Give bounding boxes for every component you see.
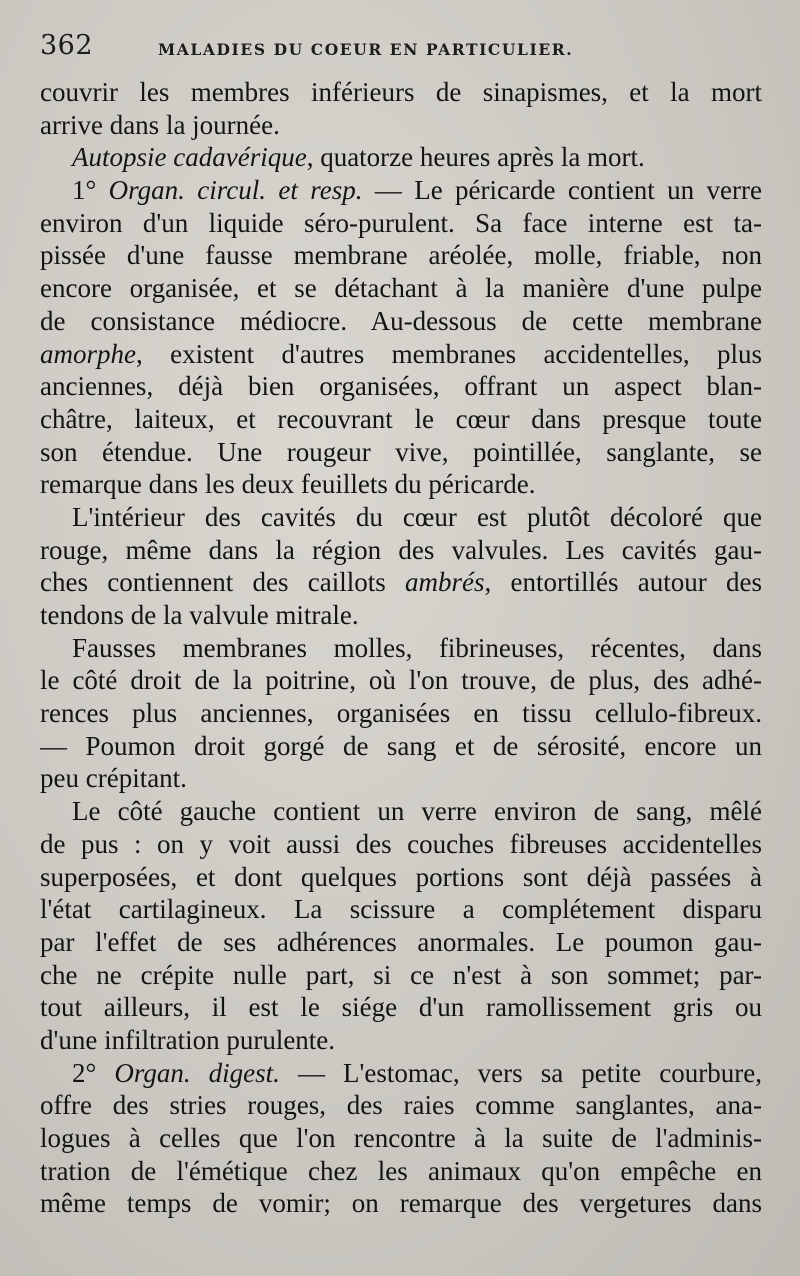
running-head: MALADIES DU COEUR EN PARTICULIER. xyxy=(158,40,574,59)
text-line xyxy=(40,632,762,665)
text-segment: , entortillés autour des xyxy=(484,567,762,598)
text-segment: peu crépitant. xyxy=(40,763,187,794)
text-line xyxy=(40,599,762,632)
text-line xyxy=(40,893,762,926)
text-line xyxy=(40,436,762,469)
text-line xyxy=(40,762,762,795)
text-line xyxy=(40,1155,762,1188)
text-line xyxy=(40,959,762,992)
text-line xyxy=(40,272,762,305)
text-segment: — Le péricarde contient un verre xyxy=(362,175,762,206)
text-segment: le côté droit de la poitrine, où l'on trouve, de plus, des adhé- xyxy=(40,665,762,696)
text-line xyxy=(40,566,762,599)
text-segment: — L'estomac, vers sa petite courbure, xyxy=(279,1057,762,1088)
text-segment: encore organisée, et se détachant à la manière d'une pulpe xyxy=(40,273,762,304)
text-segment: son étendue. Une rougeur vive, pointillée, sanglante, se xyxy=(40,436,762,467)
italic-text: amorphe xyxy=(40,338,136,369)
text-segment: remarque dans les deux feuillets du péricarde. xyxy=(40,469,536,500)
text-line xyxy=(40,141,762,174)
text-segment: ches contiennent des caillots xyxy=(40,567,405,598)
text-line xyxy=(40,207,762,240)
text-line xyxy=(40,468,762,501)
text-line xyxy=(40,76,762,109)
italic-text: Organ. circul. et resp. xyxy=(108,175,363,206)
text-segment: tout ailleurs, il est le siége d'un ramollissement gris ou xyxy=(40,992,762,1023)
text-segment: — Poumon droit gorgé de sang et de sérosité, encore un xyxy=(40,730,762,761)
text-line xyxy=(40,1187,762,1220)
text-line xyxy=(40,239,762,272)
text-line xyxy=(40,501,762,534)
text-line xyxy=(40,730,762,763)
text-line xyxy=(40,403,762,436)
text-line xyxy=(40,861,762,894)
text-line xyxy=(40,174,762,207)
text-segment: offre des stries rouges, des raies comme sanglantes, ana- xyxy=(40,1090,762,1121)
text-line xyxy=(40,795,762,828)
italic-text: ambrés xyxy=(404,567,485,598)
body-text xyxy=(40,76,762,1220)
italic-text: Autopsie cadavérique xyxy=(72,142,307,173)
text-segment: logues à celles que l'on rencontre à la suite de l'adminis- xyxy=(40,1123,762,1153)
text-segment: tendons de la valvule mitrale. xyxy=(40,600,359,630)
text-segment: même temps de vomir; on remarque des vergetures dans xyxy=(40,1188,762,1219)
text-segment: 1° xyxy=(72,175,109,206)
text-line xyxy=(40,305,762,338)
text-segment: rences plus anciennes, organisées en tissu cellulo-fibreux. xyxy=(40,698,762,729)
text-segment: L'intérieur des cavités du cœur est plutôt décoloré que xyxy=(72,501,762,532)
text-line xyxy=(40,370,762,403)
text-line xyxy=(40,697,762,730)
text-segment: châtre, laiteux, et recouvrant le cœur dans presque toute xyxy=(40,403,762,434)
text-segment: tration de l'émétique chez les animaux qu'on empêche en xyxy=(40,1155,762,1186)
text-segment: Le côté gauche contient un verre environ de sang, mêlé xyxy=(72,796,762,827)
text-segment: , existent d'autres membranes accidentelles, plus xyxy=(136,338,762,369)
text-segment: arrive dans la journée. xyxy=(40,109,280,140)
text-segment: par l'effet de ses adhérences anormales. Le poumon gau- xyxy=(40,926,762,957)
text-segment: d'une infiltration purulente. xyxy=(40,1024,336,1055)
page-header xyxy=(40,28,760,68)
text-segment: Fausses membranes molles, fibrineuses, récentes, dans xyxy=(72,632,762,663)
text-line xyxy=(40,1089,762,1122)
text-segment: superposées, et dont quelques portions sont déjà passées à xyxy=(40,861,762,892)
text-line xyxy=(40,109,762,142)
text-line xyxy=(40,828,762,861)
text-line xyxy=(40,664,762,697)
text-segment: 2° xyxy=(72,1057,115,1088)
page-number: 362 xyxy=(40,30,94,61)
text-segment: , quatorze heures après la mort. xyxy=(306,142,645,173)
text-line xyxy=(40,338,762,371)
text-line xyxy=(40,1057,762,1090)
text-segment: l'état cartilagineux. La scissure a complétement disparu xyxy=(40,894,762,925)
text-segment: rouge, même dans la région des valvules. Les cavités gau- xyxy=(40,534,762,565)
text-line xyxy=(40,991,762,1024)
text-segment: environ d'un liquide séro-purulent. Sa face interne est ta- xyxy=(40,207,762,238)
italic-text: Organ. digest. xyxy=(114,1057,280,1088)
text-line xyxy=(40,926,762,959)
text-segment: de pus : on y voit aussi des couches fibreuses accidentelles xyxy=(40,828,762,859)
text-segment: de consistance médiocre. Au-dessous de cette membrane xyxy=(40,305,762,336)
text-segment: che ne crépite nulle part, si ce n'est à son sommet; par- xyxy=(40,959,762,990)
text-line xyxy=(40,534,762,567)
text-segment: pissée d'une fausse membrane aréolée, molle, friable, non xyxy=(40,240,762,271)
text-segment: couvrir les membres inférieurs de sinapismes, et la mort xyxy=(40,77,762,107)
text-line xyxy=(40,1024,762,1057)
text-segment: anciennes, déjà bien organisées, offrant un aspect blan- xyxy=(40,371,762,402)
text-line xyxy=(40,1122,762,1155)
